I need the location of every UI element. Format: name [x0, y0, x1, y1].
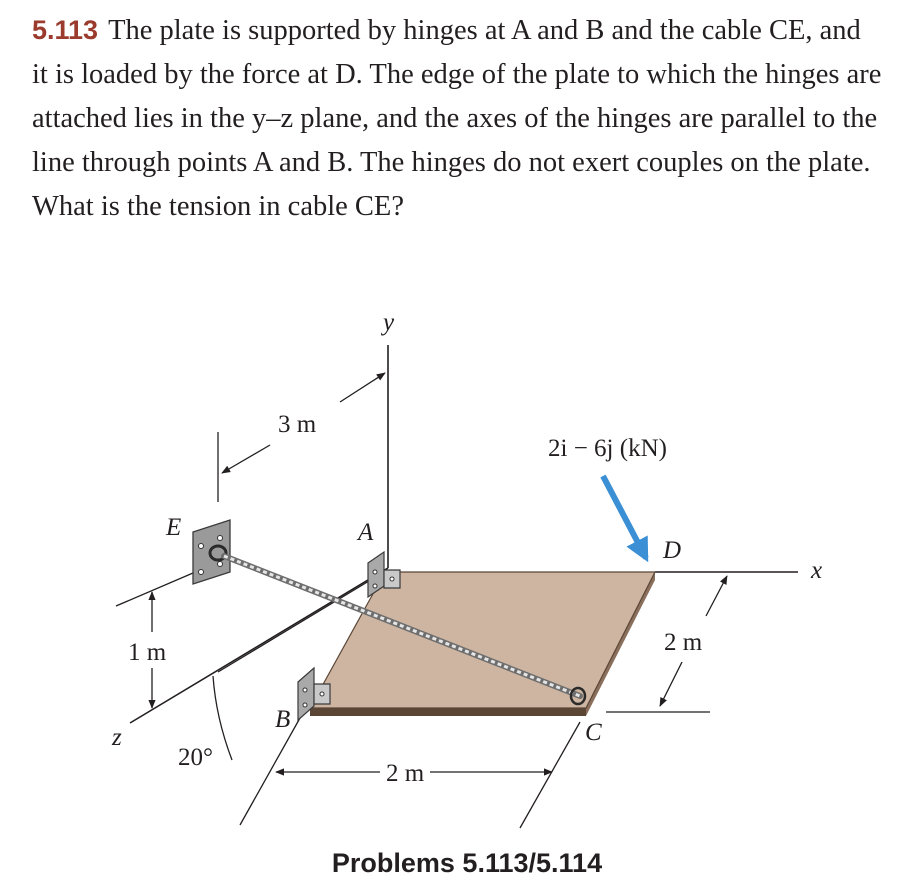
axis-z-label: z [112, 724, 122, 751]
figure-caption [0, 848, 902, 879]
dim-2m-right-arrow-down [660, 662, 682, 706]
problem-statement [32, 8, 882, 229]
axis-x-label: x [811, 557, 823, 584]
point-a-label: A [358, 519, 374, 546]
statics-figure [0, 290, 902, 850]
plate-side [310, 708, 586, 716]
eyebolt-bracket-e [193, 520, 230, 584]
dim-2m-bottom-right-extension [520, 722, 580, 828]
angle-arc [213, 676, 232, 760]
angle-label: 20° [178, 744, 213, 771]
dim-3m-label: 3 m [278, 411, 317, 438]
dim-3m-arrow-left [222, 445, 270, 473]
dim-1m-upper-extension [116, 573, 193, 606]
dim-3m-arrow-right [340, 373, 385, 402]
dim-2m-right-arrow-up [706, 576, 727, 616]
point-e-label: E [166, 514, 182, 541]
problem-number: 5.113 [32, 15, 99, 45]
dim-2m-bottom-label: 2 m [386, 760, 425, 787]
point-d-label: D [663, 537, 682, 564]
dim-1m-label: 1 m [128, 639, 167, 666]
problem-text: The plate is supported by hinges at A and B and the cable CE, and it is loaded by the force at D. The edge of the plate to which the hinges are attached lies in the y–z plane, and the axes of the hinges are parallel to the line through points A and B. The hinges do not exert couples on the plate. What is the tension in cable CE? [32, 15, 882, 222]
plate [310, 572, 655, 708]
axis-y-label: y [383, 309, 395, 336]
force-label: 2i − 6j (kN) [548, 435, 667, 462]
force-arrow [603, 476, 646, 558]
point-c-label: C [585, 719, 602, 746]
point-b-label: B [275, 706, 291, 733]
caption-text: Problems 5.113/5.114 [331, 848, 603, 878]
dim-2m-right-label: 2 m [664, 629, 703, 656]
